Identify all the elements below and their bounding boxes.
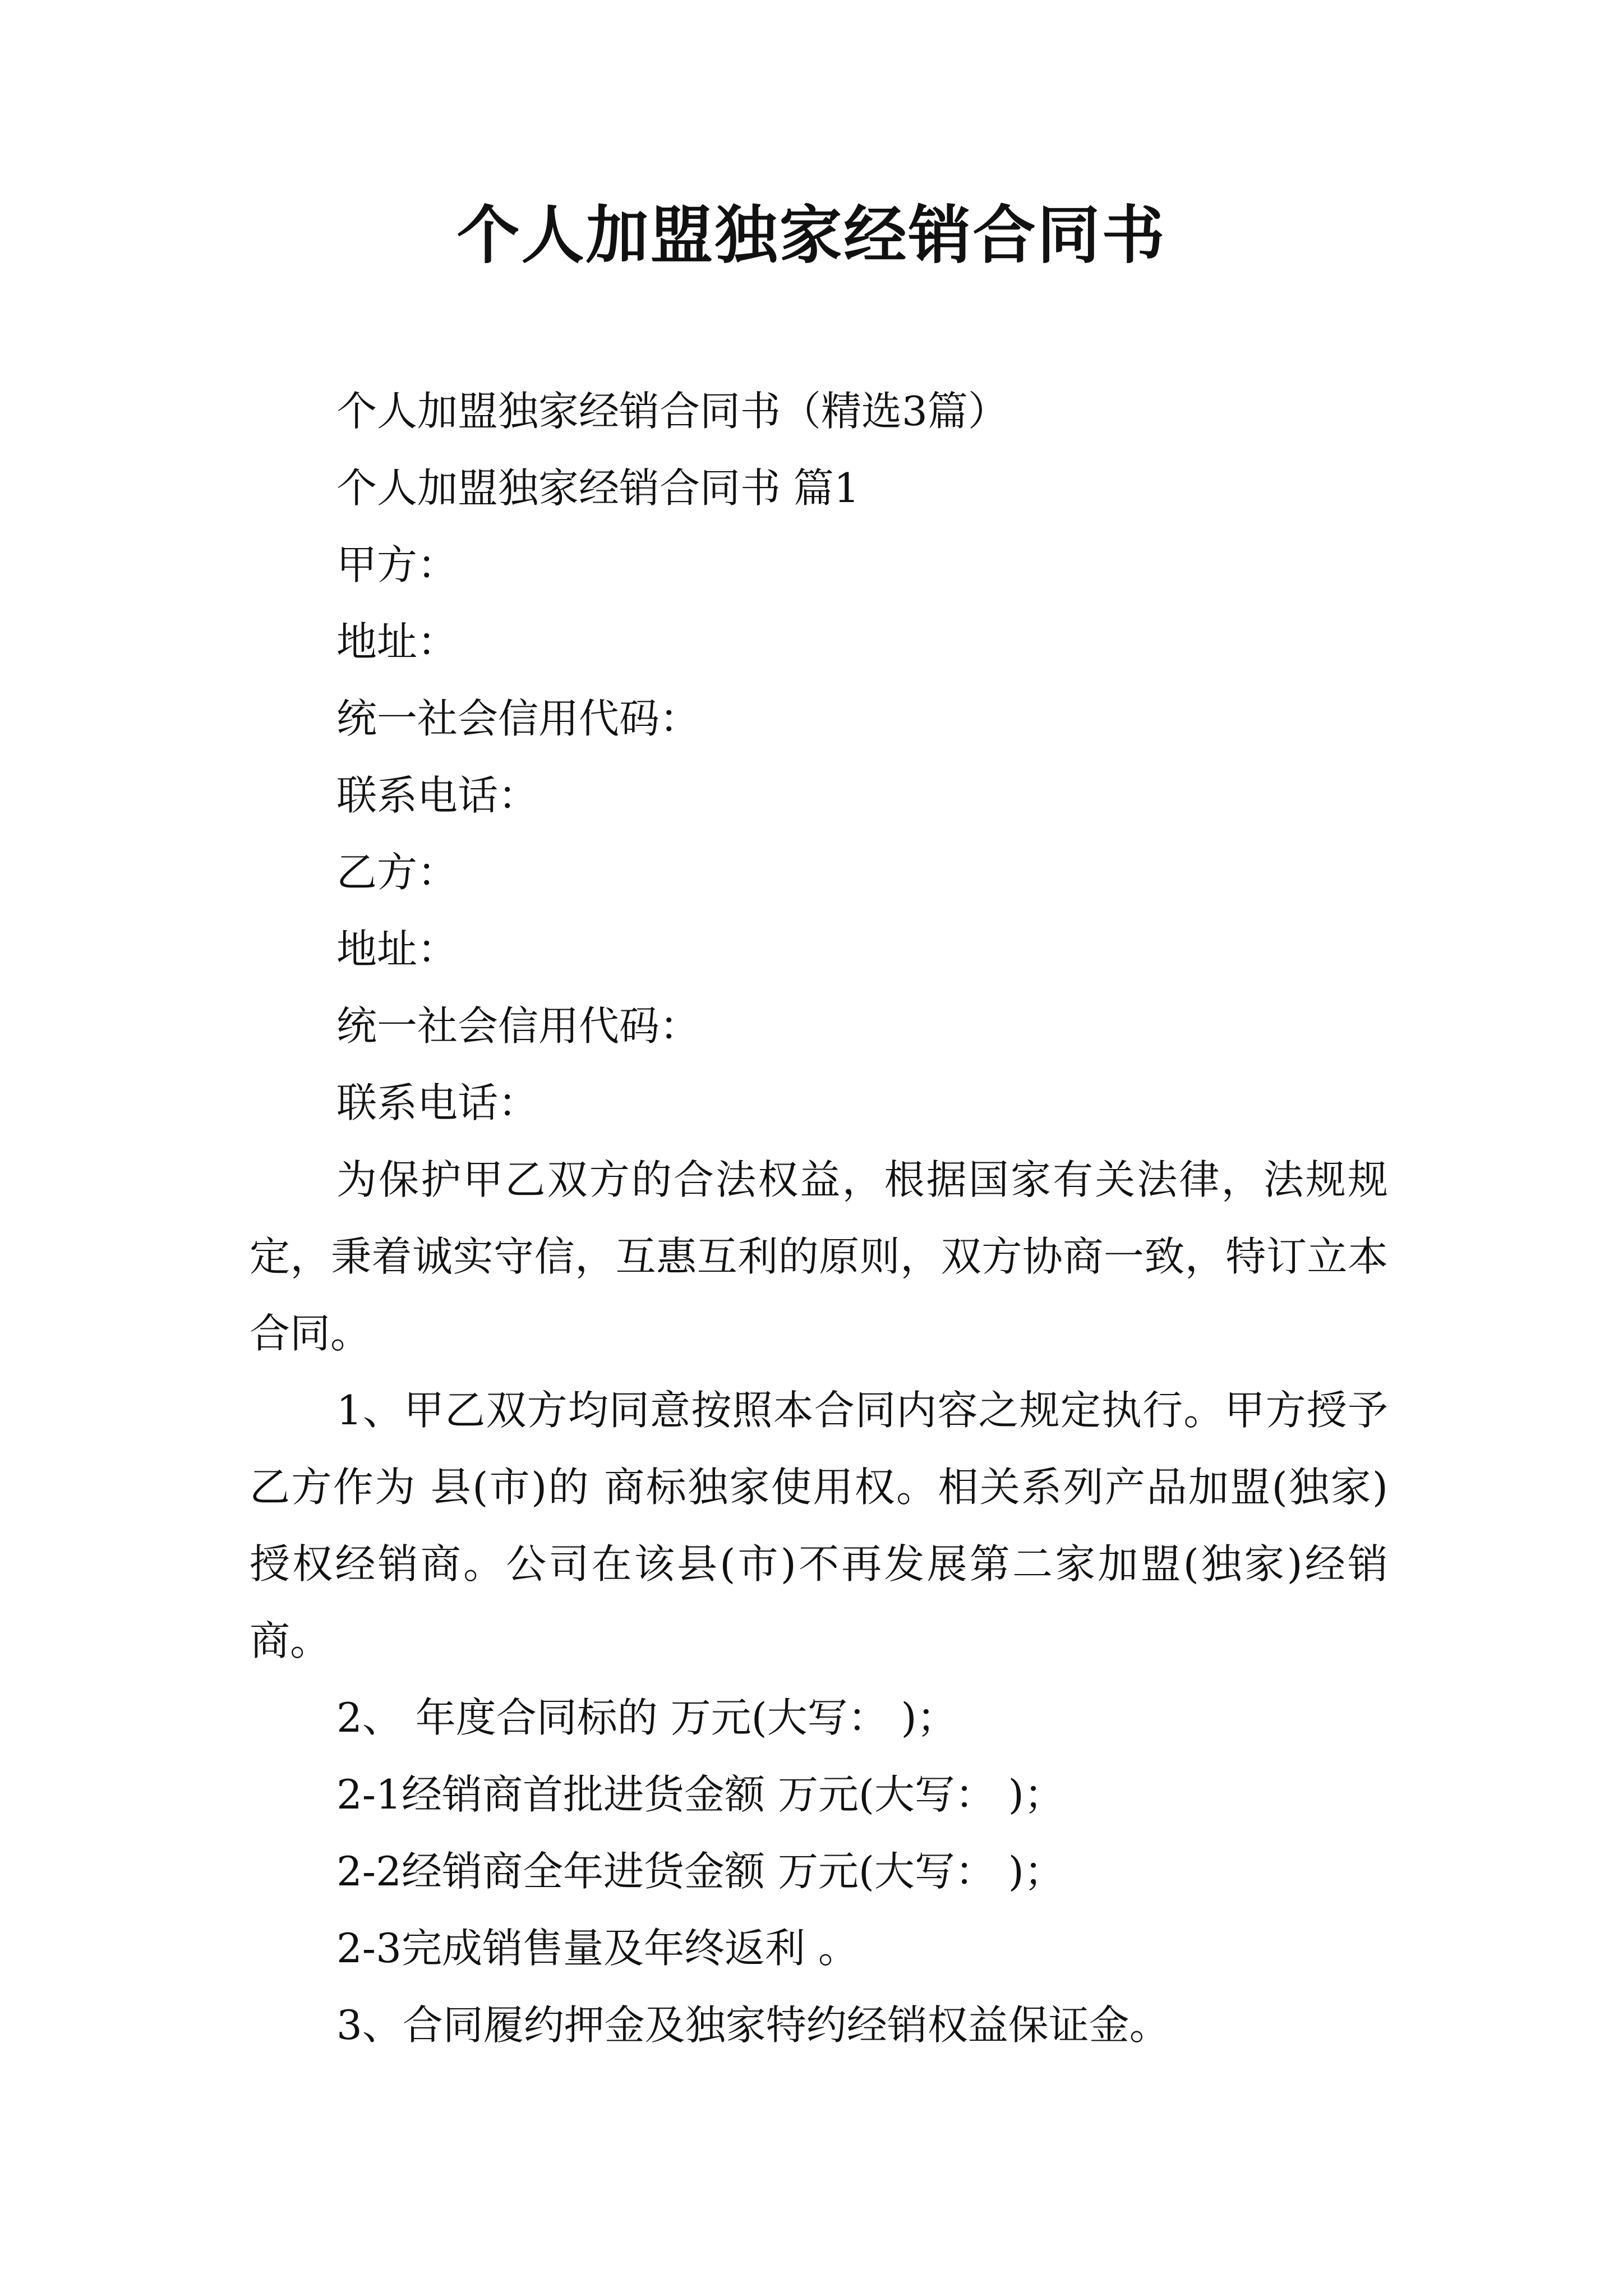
party-a-label: 甲方： [336, 541, 458, 588]
document-body [250, 373, 1388, 2064]
party-a-phone-label: 联系电话： [336, 772, 539, 819]
clause-2: 2、 年度合同标的 万元(大写： )； [336, 1694, 957, 1741]
clause-2-1: 2-1经销商首批进货金额 万元(大写： )； [336, 1771, 1064, 1818]
clause-2-2: 2-2经销商全年进货金额 万元(大写： )； [336, 1848, 1064, 1895]
party-b-label: 乙方： [336, 849, 458, 896]
preamble-paragraph: 为保护甲乙双方的合法权益，根据国家有关法律，法规规定，秉着诚实守信，互惠互利的原则，双方协商一致，特订立本合同。 [250, 1156, 1388, 1357]
subtitle-line: 个人加盟独家经销合同书（精选3篇） [336, 388, 1008, 435]
party-b-credit-code-label: 统一社会信用代码： [336, 1002, 700, 1050]
section-heading: 个人加盟独家经销合同书 篇1 [336, 464, 860, 512]
party-b-phone-label: 联系电话： [336, 1079, 539, 1126]
clause-2-3: 2-3完成销售量及年终返利 。 [336, 1925, 859, 1972]
clause-3: 3、合同履约押金及独家特约经销权益保证金。 [336, 2001, 1170, 2049]
document-title: 个人加盟独家经销合同书 [457, 199, 1166, 272]
party-a-credit-code-label: 统一社会信用代码： [336, 695, 700, 742]
party-a-address-label: 地址： [336, 618, 458, 665]
party-b-address-label: 地址： [336, 926, 458, 973]
clause-1-paragraph: 1、甲乙双方均同意按照本合同内容之规定执行。甲方授予乙方作为 县(市)的 商标独家使用权。相关系列产品加盟(独家)授权经销商。公司在该县(市)不再发展第二家加盟(独家)经销商。 [250, 1387, 1388, 1664]
